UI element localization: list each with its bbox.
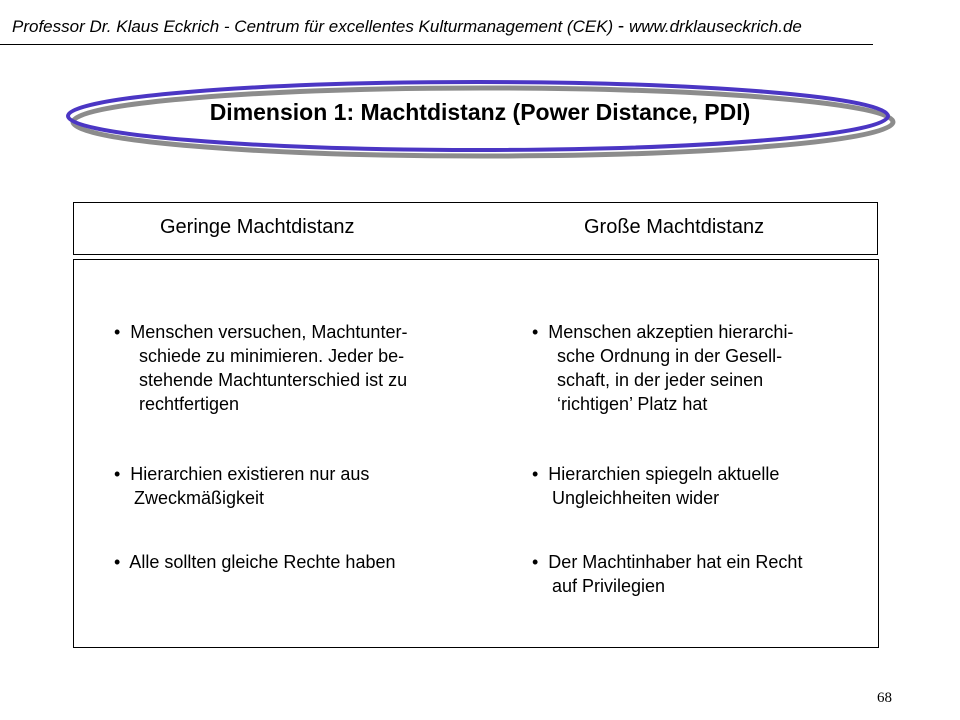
column-heading-low-power-distance: Geringe Machtdistanz — [160, 216, 355, 238]
right-bullet-item: • Der Machtinhaber hat ein Recht auf Privilegien — [532, 552, 803, 596]
right-bullet-item: • Menschen akzeptien hierarchi- sche Ordnung in der Gesell- schaft, in der jeder seinen ‘richtigen’ Platz hat — [532, 322, 794, 414]
header-text: Professor Dr. Klaus Eckrich - Centrum für excellentes Kulturmanagement (CEK) — [12, 17, 618, 36]
slide-title: Dimension 1: Machtdistanz (Power Distance, PDI) — [209, 99, 751, 125]
page-number: 68 — [877, 690, 892, 706]
left-bullet-item: • Alle sollten gleiche Rechte haben — [114, 552, 396, 572]
header-url: www.drklauseckrich.de — [624, 17, 802, 36]
column-heading-high-power-distance: Große Machtdistanz — [584, 216, 765, 238]
right-bullet-item: • Hierarchien spiegeln aktuelle Ungleichheiten wider — [532, 464, 780, 508]
left-bullet-item: • Hierarchien existieren nur aus Zweckmäßigkeit — [114, 464, 370, 508]
header-separator: - — [617, 16, 625, 37]
slide-header — [12, 16, 802, 38]
left-bullet-item: • Menschen versuchen, Machtunter- schiede zu minimieren. Jeder be- stehende Machtunterschied ist zu rechtfertigen — [114, 322, 408, 414]
header-divider — [0, 44, 873, 45]
